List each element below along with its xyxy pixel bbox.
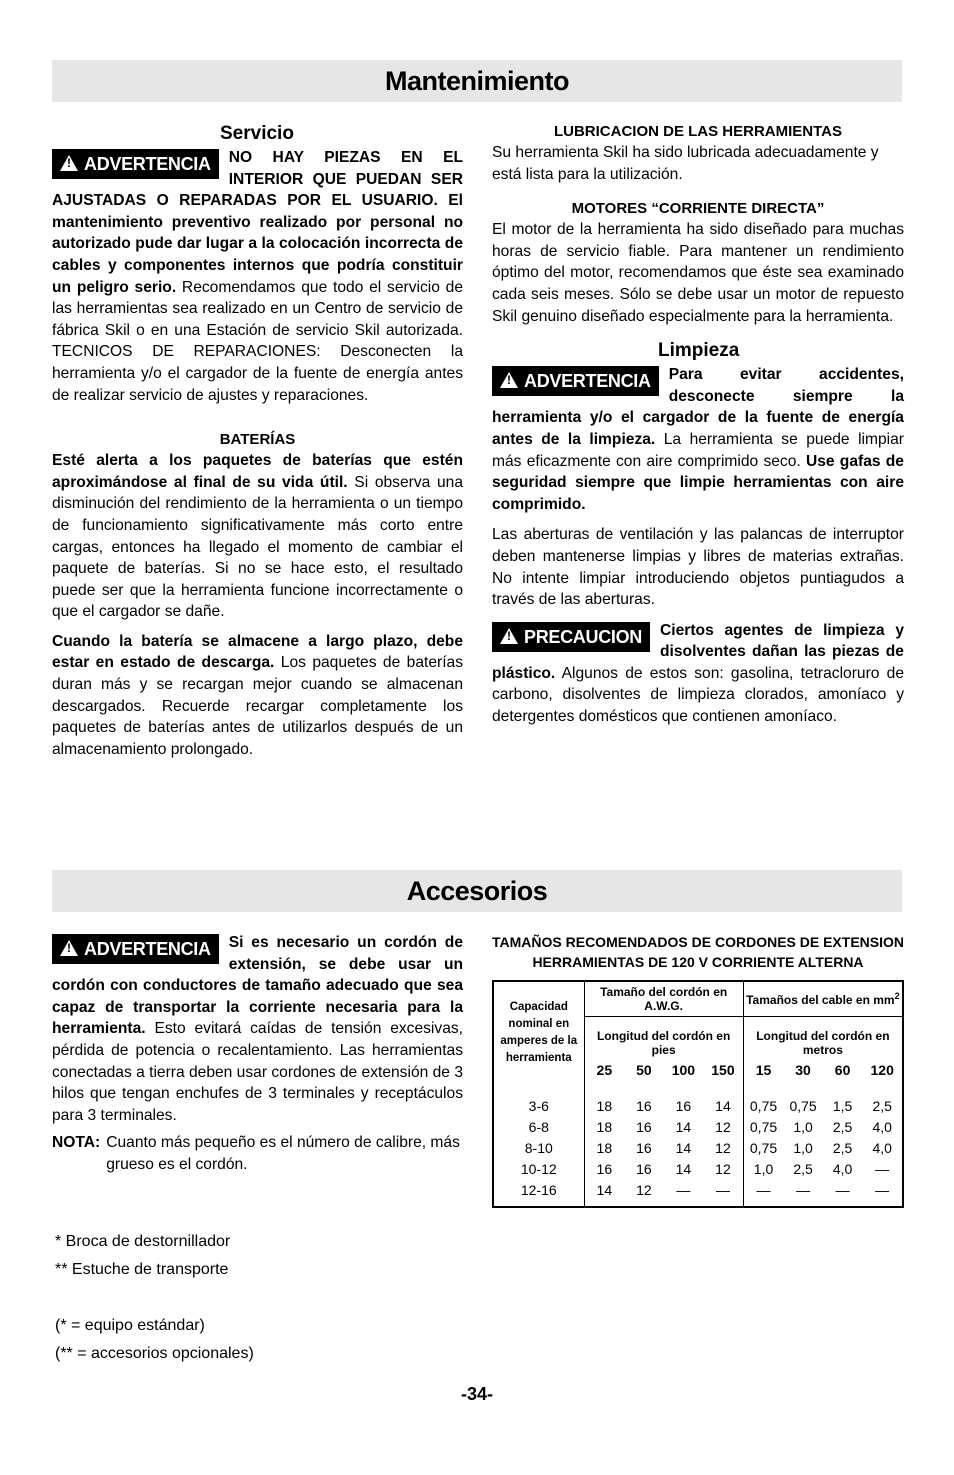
awg-cell: 16 <box>636 1118 652 1135</box>
baterias-bold-1: Esté alerta a los paquetes de baterías que estén aproximándose al final de su vida útil. <box>52 452 463 491</box>
accesorios-column <box>52 932 463 1176</box>
awg-cell: 18 <box>596 1118 613 1135</box>
awg-cell: 14 <box>675 1160 692 1177</box>
awg-cell: 16 <box>636 1160 652 1177</box>
servicio-heading: Servicio <box>220 123 294 144</box>
meters-header: Longitud del cordón en metros <box>756 1029 890 1057</box>
mm-cell: — <box>835 1181 850 1198</box>
limpieza-paragraph-1 <box>492 364 904 515</box>
awg-cell: 14 <box>675 1118 692 1135</box>
accessory-list <box>55 1232 254 1372</box>
mm-cell: 0,75 <box>749 1139 778 1156</box>
awg-cell: 16 <box>596 1160 613 1177</box>
limpieza-text-3: Algunos de estos son: gasolina, tetracloruro de carbono, disolventes de limpieza clorados, amoníaco y detergentes domésticos que contienen amoníaco. <box>492 664 904 726</box>
baterias-paragraph-1 <box>52 450 463 623</box>
awg-header: Tamaño del cordón en A.W.G. <box>584 981 743 1017</box>
table-row <box>493 1137 903 1158</box>
table-row <box>493 1116 903 1137</box>
warning-badge <box>52 149 219 179</box>
mm-header <box>743 981 903 1017</box>
awg-cell: 12 <box>703 1158 743 1179</box>
servicio-paragraph <box>52 147 463 406</box>
mm-cell: 0,75 <box>789 1097 817 1114</box>
awg-cell: 14 <box>596 1181 613 1198</box>
meters-cell: 120 <box>870 1062 894 1078</box>
mm-cell: — <box>796 1181 811 1198</box>
warning-badge <box>492 366 659 396</box>
page-number: -34- <box>460 1384 493 1404</box>
caution-badge <box>492 622 650 652</box>
awg-cell: 14 <box>675 1139 692 1156</box>
nota-label: NOTA: <box>52 1134 101 1152</box>
mm-cell: 1,0 <box>753 1160 774 1177</box>
amps-cell: 3-6 <box>493 1083 584 1116</box>
accesorios-paragraph <box>52 932 463 1126</box>
awg-cell: 16 <box>675 1097 692 1114</box>
legend-item: (* = equipo estándar) <box>55 1317 205 1334</box>
cap-header: Capacidad nominal en amperes de la herramienta <box>493 981 584 1083</box>
limpieza-text-1: La herramienta se puede limpiar más eficazmente con aire comprimido seco. <box>492 430 904 470</box>
mm-cell: 0,75 <box>749 1118 778 1135</box>
mm-cell: — <box>875 1160 890 1177</box>
caution-label: PRECAUCION <box>524 626 643 647</box>
motores-text: El motor de la herramienta ha sido diseñado para muchas horas de servicio fiable. Para mantener un rendimiento óptimo del motor, recomendamos que éste sea examinado cada seis meses. Sólo se debe usar un motor de repuesto Skil genuino diseñado especialmente para la herramienta. <box>492 221 904 325</box>
awg-cell: 14 <box>703 1083 743 1116</box>
feet-cell: 25 <box>596 1062 613 1078</box>
accesorios-text: Esto evitará caídas de tensión excesivas, pérdida de potencia o recalentamiento. Las herramientas conectadas a tierra deben usar cordones de extensión de 3 hilos que tengan enchufes de 3 terminales y receptáculos para 3 terminales. <box>52 1020 463 1124</box>
mm-cell: 2,5 <box>872 1097 892 1114</box>
caution-triangle-icon <box>500 628 518 644</box>
mm-cell: 1,5 <box>832 1097 853 1114</box>
mm-cell: 2,5 <box>832 1139 853 1156</box>
limpieza-paragraph-2: Las aberturas de ventilación y las palancas de interruptor deben mantenerse limpias y libres de materias extrañas. No intente limpiar introduciendo objetos puntiagudos a través de las aberturas. <box>492 526 904 609</box>
warning-triangle-icon <box>60 155 78 171</box>
feet-header: Longitud del cordón en pies <box>584 1017 743 1058</box>
amps-cell: 10-12 <box>493 1158 584 1179</box>
awg-cell: — <box>703 1179 743 1207</box>
baterias-bold-2: Cuando la batería se almacene a largo plazo, debe estar en estado de descarga. <box>52 632 463 672</box>
lubricacion-text: Su herramienta Skil ha sido lubricada adecuadamente y está lista para la utilización. <box>492 144 879 183</box>
awg-cell: 16 <box>636 1097 652 1114</box>
amps-cell: 6-8 <box>493 1116 584 1137</box>
mm-cell: 0,75 <box>749 1097 778 1114</box>
warning-triangle-icon <box>500 372 518 388</box>
mm-header-text: Tamaños del cable en mm <box>746 993 895 1007</box>
warning-triangle-icon <box>60 940 78 956</box>
warning-badge <box>52 934 219 964</box>
mm-header-sup: 2 <box>894 991 900 1001</box>
mm-cell: 4,0 <box>872 1118 892 1135</box>
servicio-text: Recomendamos que todo el servicio de las herramientas sea realizado en un Centro de servicio de fábrica Skil o en una Estación de servicio Skil autorizada. TECNICOS DE REPARACIONES: Desconecten la herramienta y/o el cargador de la fuente de energía antes de realizar servicio de ajustes y reparaciones. <box>52 278 463 404</box>
limpieza-bold-1: Para evitar accidentes, desconecte siempre la herramienta y/o el cargador de la fuente de energía antes de la limpieza. <box>492 366 904 448</box>
baterias-text-2: Los paquetes de baterías duran más y se recargan mejor cuando se almacenan descargados. Recuerde recargar completamente los paquetes de baterías antes de utilizarlos después de un almacenamiento prolongado. <box>52 654 463 758</box>
awg-cell: 12 <box>636 1181 652 1198</box>
cord-size-table <box>492 980 904 1208</box>
cord-table-title-1: TAMAÑOS RECOMENDADOS DE CORDONES DE EXTENSION <box>492 934 904 950</box>
mm-cell: 2,5 <box>832 1118 853 1135</box>
nota-text: Cuanto más pequeño es el número de calibre, más grueso es el cordón. <box>106 1134 460 1173</box>
mm-cell: 4,0 <box>872 1139 892 1156</box>
lubricacion-heading: LUBRICACION DE LAS HERRAMIENTAS <box>553 123 843 140</box>
servicio-column <box>52 122 463 760</box>
feet-cell: 100 <box>671 1062 696 1078</box>
awg-cell: 18 <box>596 1139 613 1156</box>
mm-cell: 1,0 <box>793 1118 813 1135</box>
cord-table-body <box>493 1083 903 1207</box>
amps-cell: 8-10 <box>493 1137 584 1158</box>
section-banner-mantenimiento <box>52 60 902 102</box>
right-column <box>492 122 904 728</box>
accesorios-bold: Si es necesario un cordón de extensión, se debe usar un cordón con conductores de tamaño adecuado que sea capaz de transportar la corriente necesaria para la herramienta. <box>52 934 463 1038</box>
meters-cell: 15 <box>755 1062 772 1078</box>
limpieza-bold-3: Ciertos agentes de limpieza y disolventes dañan las piezas de plástico. <box>492 621 904 682</box>
section-banner-accesorios <box>52 870 902 912</box>
baterias-heading: BATERÍAS <box>219 431 296 449</box>
table-row <box>493 1179 903 1207</box>
meters-cell: 30 <box>795 1062 811 1078</box>
cord-table-title-2: HERRAMIENTAS DE 120 V CORRIENTE ALTERNA <box>532 954 864 970</box>
awg-cell: — <box>676 1181 691 1198</box>
cord-table-block <box>492 932 904 1208</box>
baterias-text-1: Si observa una disminución del rendimiento de la herramienta o un tiempo de funcionamiento significativamente más corto entre cargas, entonces ha llegado el momento de cambiar el paquete de baterías. Si no se hace esto, el resultado puede ser que la herramienta funcione incorrectamente o que el cargador se dañe. <box>52 473 464 621</box>
awg-cell: 18 <box>596 1097 613 1114</box>
awg-cell: 12 <box>703 1116 743 1137</box>
table-row <box>493 1083 903 1116</box>
limpieza-heading: Limpieza <box>658 340 740 362</box>
amps-cell: 12-16 <box>493 1179 584 1207</box>
limpieza-bold-2: Use gafas de seguridad siempre que limpie herramientas con aire comprimido. <box>492 452 904 513</box>
section-title: Accesorios <box>406 876 548 906</box>
spacer <box>55 1288 254 1316</box>
mm-cell: 4,0 <box>832 1160 853 1177</box>
mm-cell: 2,5 <box>793 1160 813 1177</box>
warning-label: ADVERTENCIA <box>524 371 651 392</box>
mm-cell: — <box>756 1181 771 1198</box>
warning-label: ADVERTENCIA <box>84 939 211 959</box>
mm-cell: 1,0 <box>793 1139 813 1156</box>
awg-cell: 12 <box>703 1137 743 1158</box>
warning-label: ADVERTENCIA <box>84 154 211 174</box>
meters-cell: 60 <box>834 1062 851 1078</box>
section-title: Mantenimiento <box>384 66 569 96</box>
baterias-paragraph-2 <box>52 631 463 761</box>
awg-cell: 16 <box>636 1139 652 1156</box>
table-row <box>493 1158 903 1179</box>
limpieza-paragraph-3 <box>492 620 904 728</box>
nota <box>52 1132 463 1175</box>
servicio-bold-text: NO HAY PIEZAS EN EL INTERIOR QUE PUEDAN SER AJUSTADAS O REPARADAS POR EL USUARIO. El mantenimiento preventivo realizado por personal no autorizado pude dar lugar a la colocación incorrecta de cables y componentes internos que podría constituir un peligro serio. <box>52 149 463 296</box>
accessory-item: * Broca de destornillador <box>55 1233 231 1250</box>
mm-cell: — <box>875 1181 890 1198</box>
motores-heading: MOTORES “CORRIENTE DIRECTA” <box>571 200 825 218</box>
legend-item: (** = accesorios opcionales) <box>55 1345 254 1362</box>
feet-cell: 150 <box>703 1057 743 1083</box>
accessory-item: ** Estuche de transporte <box>55 1261 229 1278</box>
feet-cell: 50 <box>636 1062 652 1078</box>
